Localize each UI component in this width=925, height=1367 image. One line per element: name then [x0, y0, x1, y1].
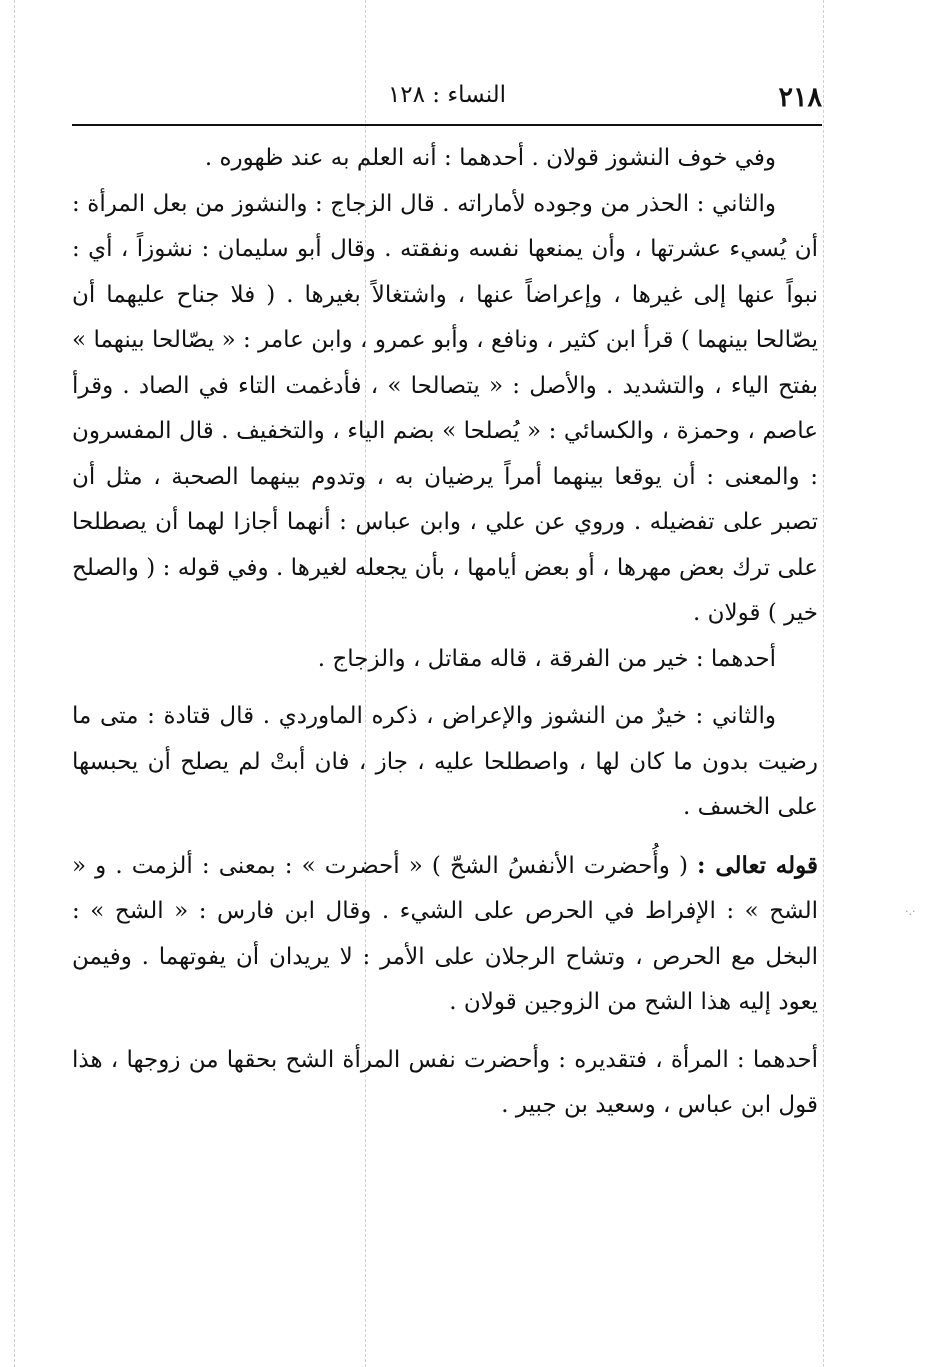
- page-header: [72, 80, 822, 120]
- scan-guide-left: [14, 0, 15, 1367]
- margin-smudge: ·.·: [905, 905, 916, 918]
- header-rule: [72, 124, 822, 126]
- verse-paragraph: [72, 843, 818, 1026]
- paragraph: وفي خوف النشوز قولان . أحدهما : أنه العلم به عند ظهوره .: [204, 145, 776, 171]
- verse-commentary: ( وأُحضرت الأنفسُ الشحّ ) « أحضرت » : بمعنى : ألزمت . و « الشح » : الإفراط في الحرص على الشيء . وقال ابن فارس : « الشح » : البخل مع الحرص ، وتشاح الرجلان على الأمر : لا يريدان أن يفوتهما . وفيمن يعود إليه هذا الشح من الزوجين قولان .: [72, 852, 818, 1015]
- paragraph: والثاني : خيرٌ من النشوز والإعراض ، ذكره الماوردي . قال قتادة : متى ما رضيت بدون ما كان لها ، واصطلحا عليه ، جاز ، فان أبتْ لم يصلح أن يحبسها على الخسف .: [72, 703, 818, 820]
- verse-lead-label: قوله تعالى :: [697, 851, 819, 879]
- paragraph: أحدهما : المرأة ، فتقديره : وأحضرت نفس المرأة الشح بحقها من زوجها ، هذا قول ابن عباس ، وسعيد بن جبير .: [72, 1046, 818, 1118]
- paragraph: والثاني : الحذر من وجوده لأماراته . قال الزجاج : والنشوز من بعل المرأة : أن يُسيء عشرتها ، وأن يمنعها نفسه ونفقته . وقال أبو سليمان : نشوزاً ، أي : نبواً عنها إلى غيرها ، وإعراضاً عنها ، واشتغالاً بغيرها . ( فلا جناح عليهما أن يصّالحا بينهما ) قرأ ابن كثير ، ونافع ، وأبو عمرو ، وابن عامر : « يصّالحا بينهما » بفتح الياء ، والتشديد . والأصل : « يتصالحا » ، فأدغمت التاء في الصاد . وقرأ عاصم ، وحمزة ، والكسائي : « يُصلحا » بضم الياء ، والتخفيف . قال المفسرون : والمعنى : أن يوقعا بينهما أمراً يرضيان به ، وتدوم بينهما الصحبة ، مثل أن تصبر على تفضيله . وروي عن علي ، وابن عباس : أنهما أجازا لهما أن يصطلحا على ترك بعض مهرها ، أو بعض أيامها ، بأن يجعله لغيرها . وفي قوله : ( والصلح خير ) قولان .: [72, 190, 818, 626]
- running-title: النساء : ١٢٨: [387, 82, 507, 108]
- paragraph: أحدهما : خير من الفرقة ، قاله مقاتل ، والزجاج .: [317, 645, 776, 672]
- body-text: [72, 136, 818, 1129]
- page-number: ٢١٨: [778, 82, 822, 113]
- scan-guide-right: [823, 0, 824, 1367]
